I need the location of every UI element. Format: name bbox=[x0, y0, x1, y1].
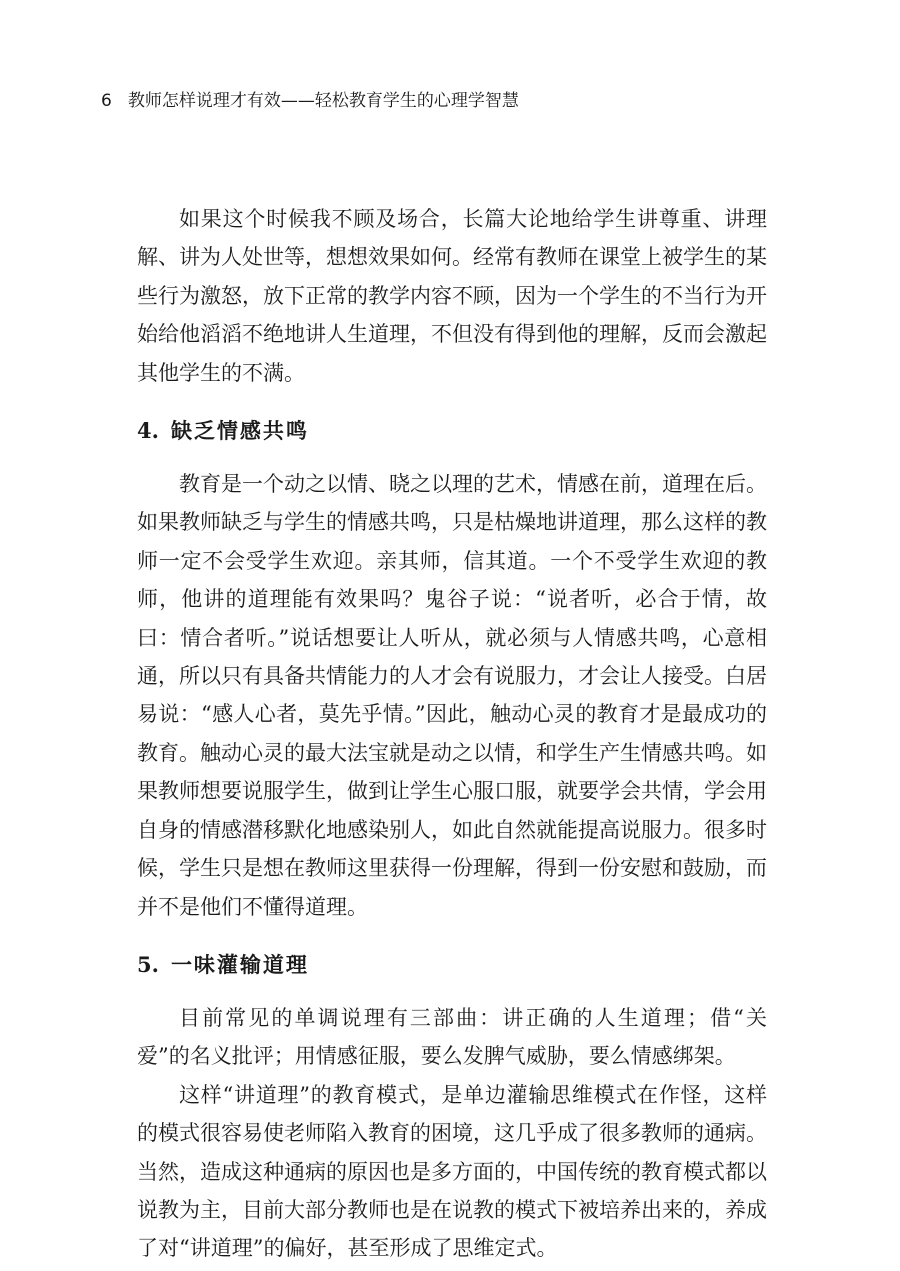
page-body bbox=[137, 200, 767, 1268]
section-heading bbox=[137, 414, 767, 448]
paragraph: 目前常见的单调说理有三部曲：讲正确的人生道理；借“关爱”的名义批评；用情感征服，要么发脾气威胁，要么情感绑架。 bbox=[137, 1005, 767, 1069]
paragraph: 教育是一个动之以情、晓之以理的艺术，情感在前，道理在后。如果教师缺乏与学生的情感共鸣，只是枯燥地讲道理，那么这样的教师一定不会受学生欢迎。亲其师，信其道。一个不受学生欢迎的教师，他讲的道理能有效果吗？鬼谷子说：“说者听，必合于情，故曰：情合者听。”说话想要让人听从，就必须与人情感共鸣，心意相通，所以只有具备共情能力的人才会有说服力，才会让人接受。白居易说：“感人心者，莫先乎情。”因此，触动心灵的教育才是最成功的教育。触动心灵的最大法宝就是动之以情，和学生产生情感共鸣。如果教师想要说服学生，做到让学生心服口服，就要学会共情，学会用自身的情感潜移默化地感染别人，如此自然就能提高说服力。很多时候，学生只是想在教师这里获得一份理解，得到一份安慰和鼓励，而并不是他们不懂得道理。 bbox=[137, 472, 767, 919]
paragraph: 这样“讲道理”的教育模式，是单边灌输思维模式在作怪，这样的模式很容易使老师陷入教育的困境，这几乎成了很多教师的通病。当然，造成这种通病的原因也是多方面的，中国传统的教育模式都以说教为主，目前大部分教师也是在说教的模式下被培养出来的，养成了对“讲道理”的偏好，甚至形成了思维定式。 bbox=[137, 1082, 767, 1261]
paragraph: 如果这个时候我不顾及场合，长篇大论地给学生讲尊重、讲理解、讲为人处世等，想想效果如何。经常有教师在课堂上被学生的某些行为激怒，放下正常的教学内容不顾，因为一个学生的不当行为开始给他滔滔不绝地讲人生道理，不但没有得到他的理解，反而会激起其他学生的不满。 bbox=[137, 207, 767, 385]
book-title: 教师怎样说理才有效——轻松教育学生的心理学智慧 bbox=[127, 91, 519, 111]
section-number: 4. bbox=[137, 418, 159, 444]
section-title: 一味灌输道理 bbox=[170, 951, 309, 977]
section-title: 缺乏情感共鸣 bbox=[170, 418, 309, 444]
section-number: 5. bbox=[137, 951, 159, 977]
page-number: 6 bbox=[101, 91, 112, 111]
section-heading bbox=[137, 948, 767, 982]
running-header bbox=[101, 88, 519, 114]
